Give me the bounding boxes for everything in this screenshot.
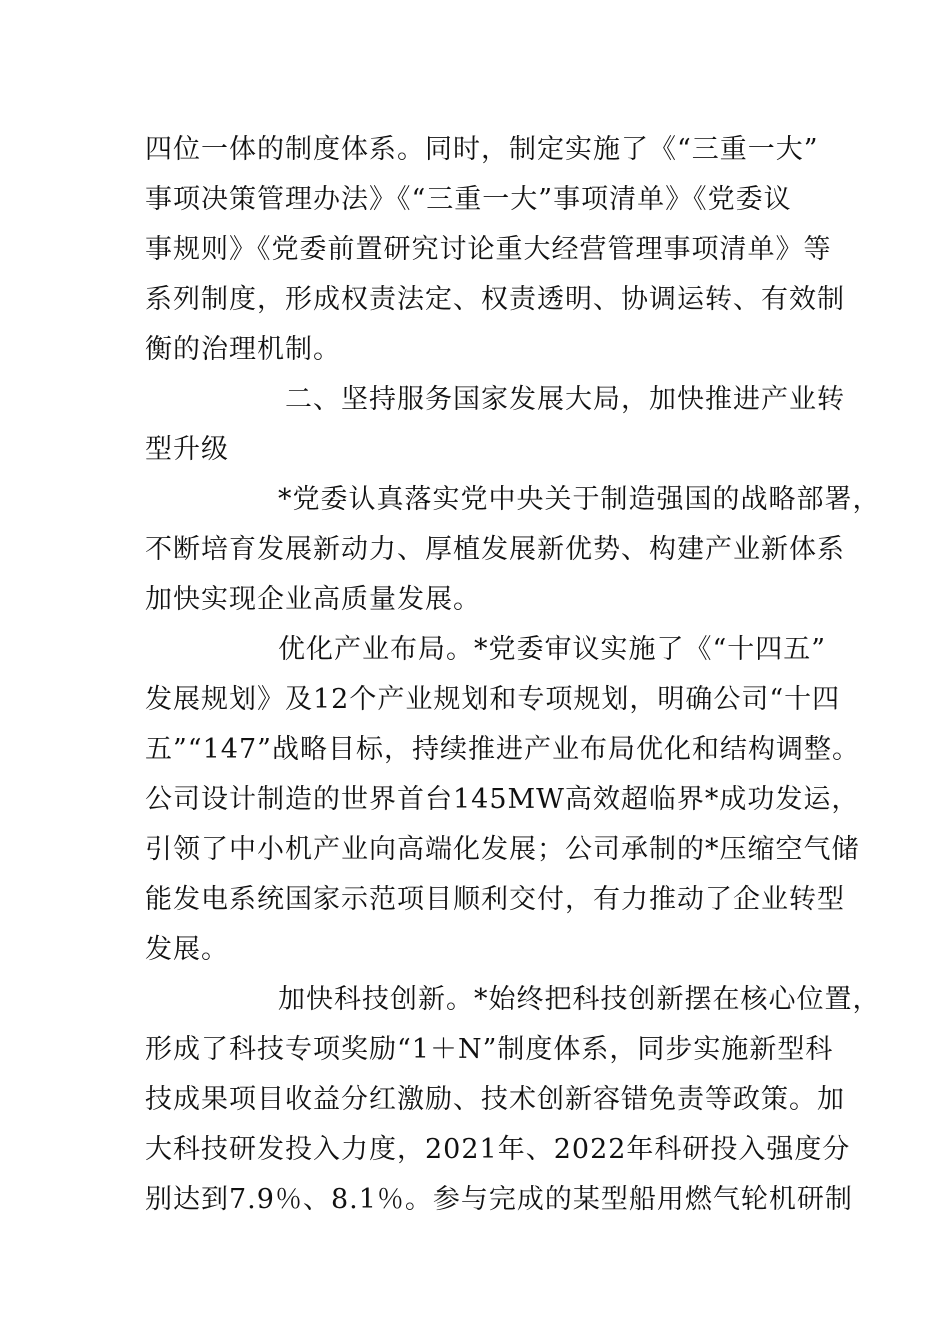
text-line: 公司设计制造的世界首台145MW高效超临界*成功发运， xyxy=(145,784,860,815)
text-line: 引领了中小机产业向高端化发展；公司承制的*压缩空气储 xyxy=(145,834,860,865)
text-line: 事项决策管理办法》《“三重一大”事项清单》《党委议 xyxy=(145,184,792,215)
text-line: 能发电系统国家示范项目顺利交付，有力推动了企业转型 xyxy=(145,884,845,915)
paragraph-start: 优化产业布局。*党委审议实施了《“十四五” xyxy=(278,634,827,665)
text-line: 大科技研发投入力度，2021年、2022年科研投入强度分 xyxy=(145,1134,851,1165)
text-line: 系列制度，形成权责法定、权责透明、协调运转、有效制 xyxy=(145,284,845,315)
section-heading: 二、坚持服务国家发展大局，加快推进产业转 xyxy=(285,384,845,415)
text-line: 不断培育发展新动力、厚植发展新优势、构建产业新体系 xyxy=(145,534,845,565)
text-line: 发展规划》及12个产业规划和专项规划，明确公司“十四 xyxy=(145,684,841,715)
text-line: 发展。 xyxy=(145,934,229,965)
text-line: 五”“147”战略目标，持续推进产业布局优化和结构调整。 xyxy=(145,734,860,765)
paragraph-start: *党委认真落实党中央关于制造强国的战略部署， xyxy=(278,484,881,515)
paragraph-start: 加快科技创新。*始终把科技创新摆在核心位置， xyxy=(278,984,881,1015)
text-line: 事规则》《党委前置研究讨论重大经营管理事项清单》等 xyxy=(145,234,832,265)
text-line: 别达到7.9％、8.1％。参与完成的某型船用燃气轮机研制 xyxy=(145,1184,853,1215)
text-line: 加快实现企业高质量发展。 xyxy=(145,584,481,615)
text-line: 技成果项目收益分红激励、技术创新容错免责等政策。加 xyxy=(145,1084,845,1115)
text-line: 衡的治理机制。 xyxy=(145,334,341,365)
text-line: 形成了科技专项奖励“1＋N”制度体系，同步实施新型科 xyxy=(145,1034,834,1065)
section-heading-continued: 型升级 xyxy=(145,434,229,465)
text-line: 四位一体的制度体系。同时，制定实施了《“三重一大” xyxy=(145,134,819,165)
